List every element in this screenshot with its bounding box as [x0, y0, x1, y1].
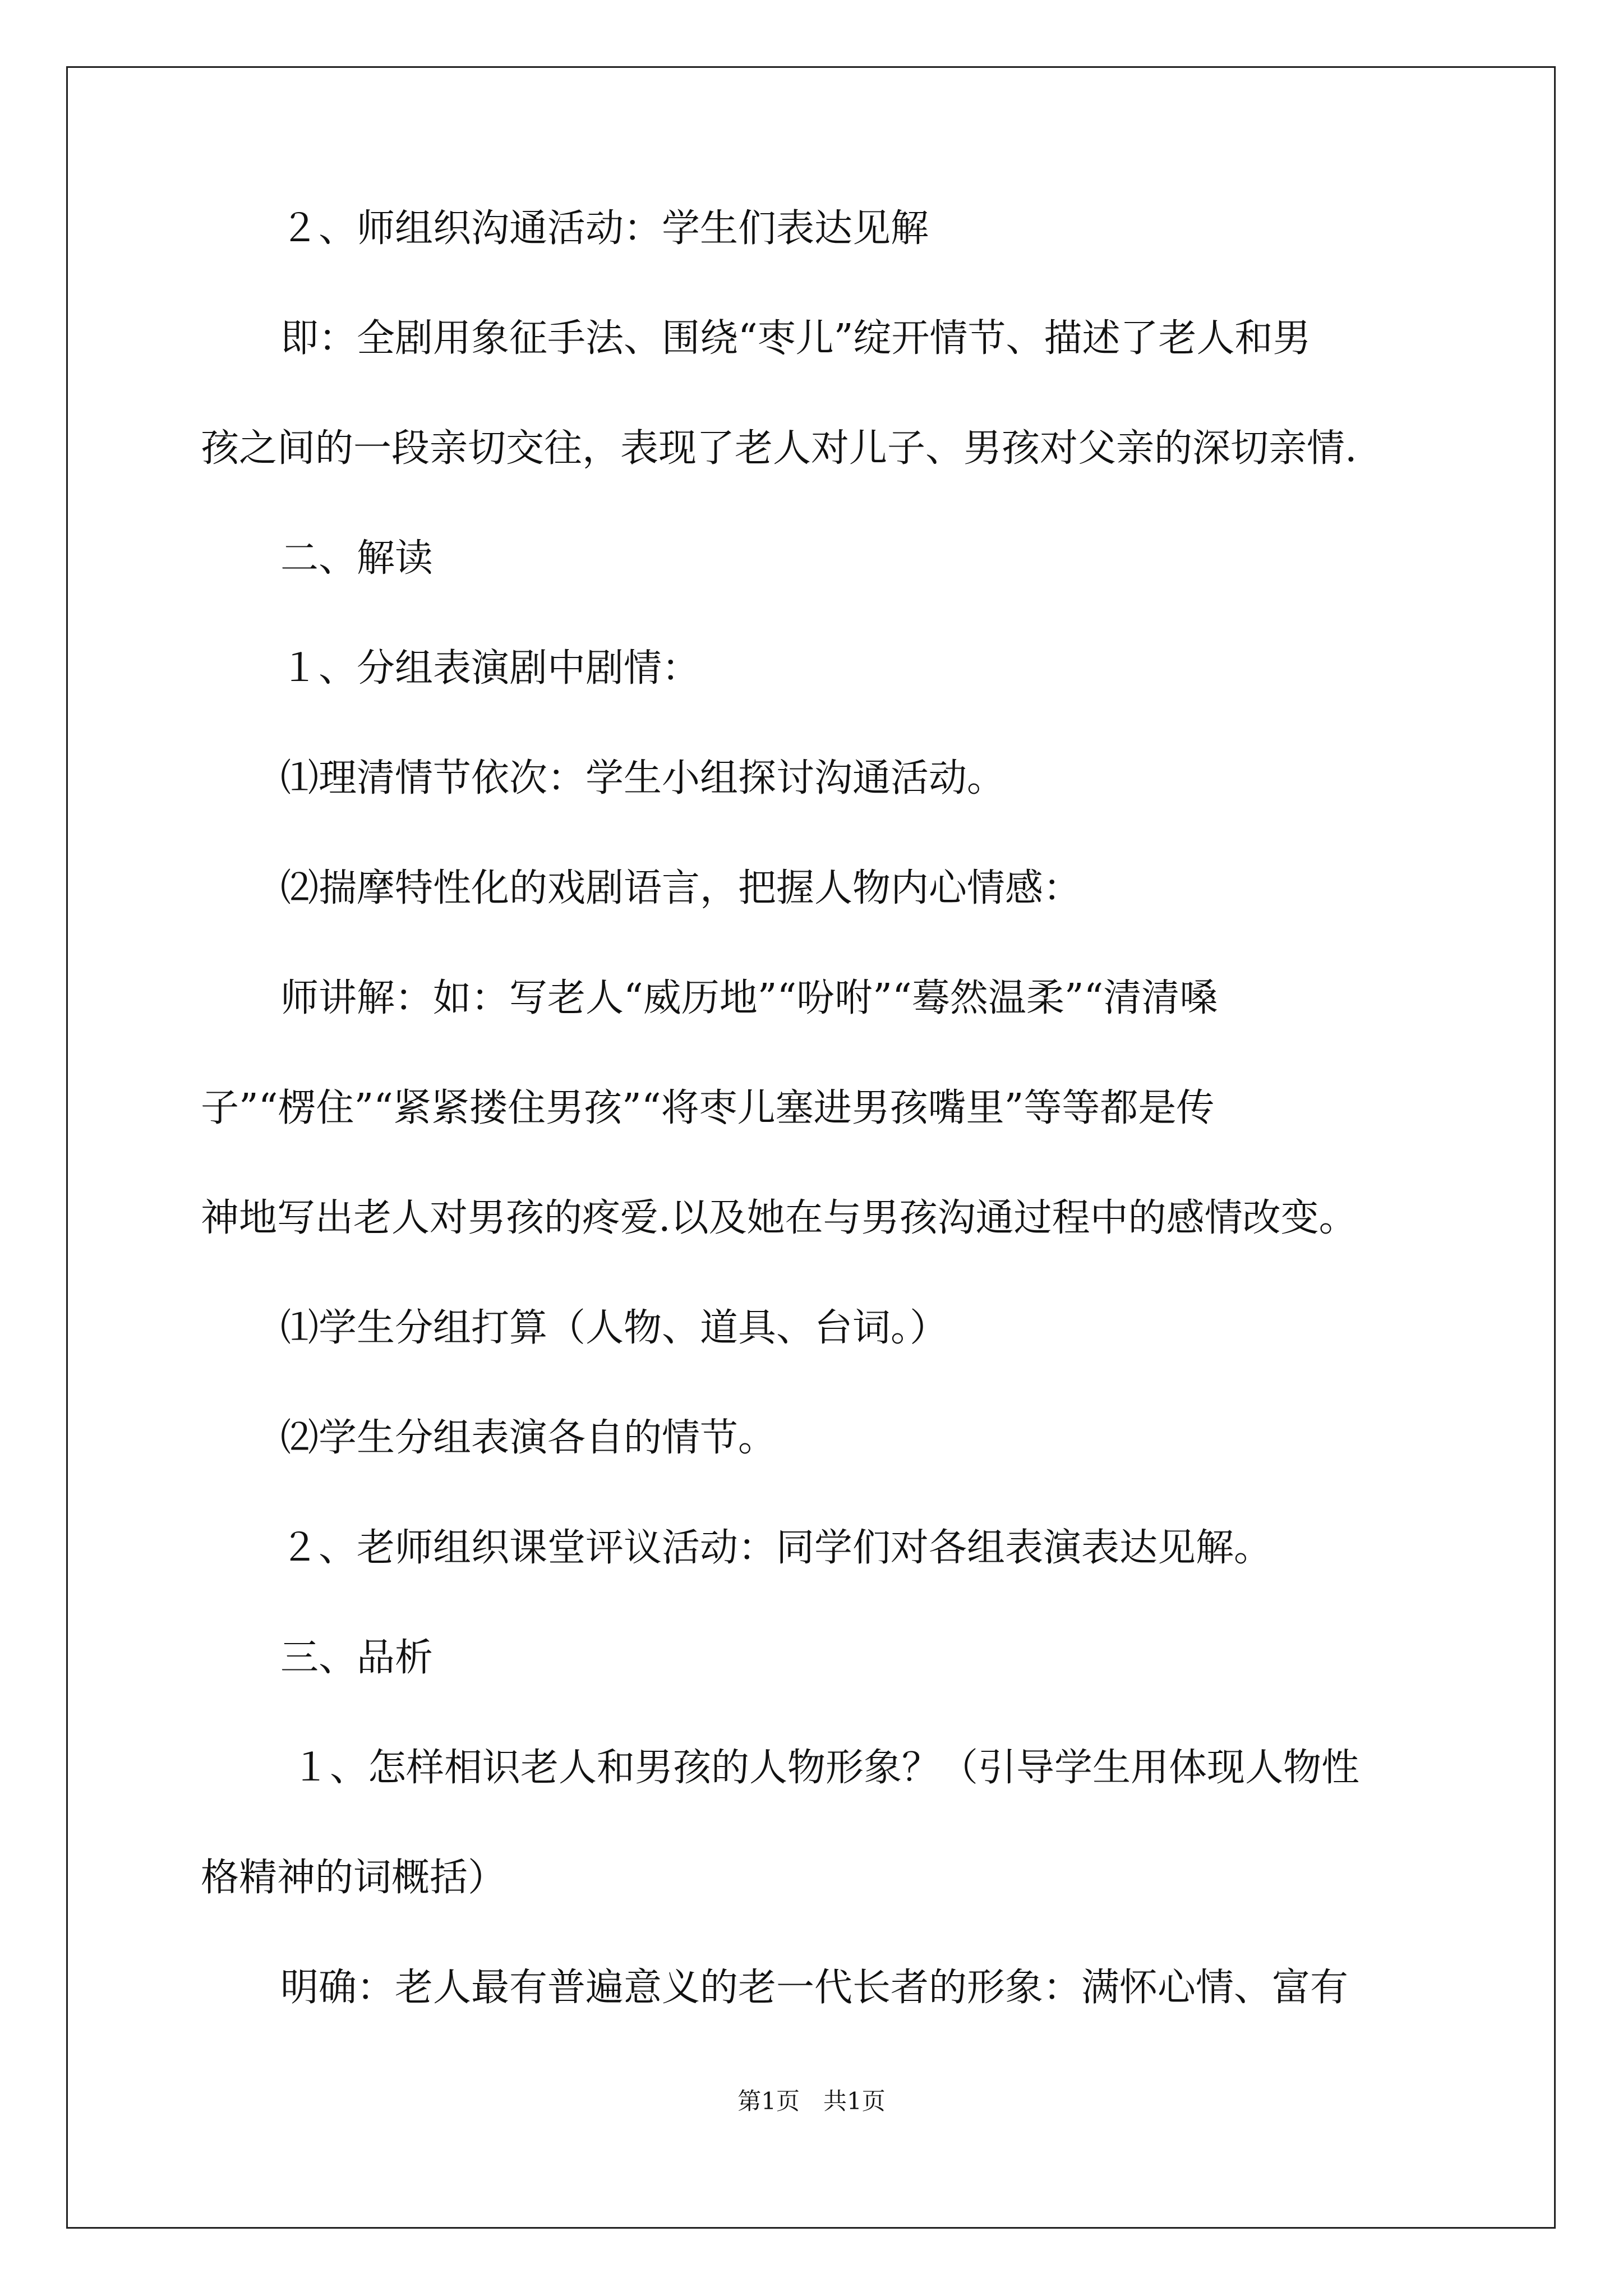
text-line-13: ２、老师组织课堂评议活动：同学们对各组表演表达见解。 — [280, 1526, 1272, 1570]
text-line-11: ⑴学生分组打算（人物、道具、台词。） — [280, 1306, 948, 1350]
text-line-9: 子”“楞住”“紧紧搂住男孩”“将枣儿塞进男孩嘴里”等等都是传 — [201, 1086, 1215, 1130]
page-footer: 第1页 共1页 — [737, 2087, 886, 2115]
page-border — [66, 66, 1556, 2229]
text-line-15: １、怎样相识老人和男孩的人物形象？（引导学生用体现人物性 — [292, 1746, 1360, 1790]
text-line-4: 二、解读 — [280, 536, 434, 581]
text-line-3: 孩之间的一段亲切交往，表现了老人对儿子、男孩对父亲的深切亲情. — [201, 426, 1357, 471]
text-line-12: ⑵学生分组表演各自的情节。 — [280, 1416, 777, 1460]
text-line-8: 师讲解：如：写老人“威历地”“吩咐”“蓦然温柔”“清清嗓 — [280, 976, 1218, 1020]
text-line-10: 神地写出老人对男孩的疼爱.以及她在与男孩沟通过程中的感情改变。 — [201, 1196, 1357, 1240]
text-line-6: ⑴理清情节依次：学生小组探讨沟通活动。 — [280, 756, 1006, 800]
text-line-14: 三、品析 — [280, 1636, 434, 1680]
text-line-5: １、分组表演剧中剧情： — [280, 646, 700, 691]
text-line-17: 明确：老人最有普遍意义的老一代长者的形象：满怀心情、富有 — [280, 1966, 1349, 2010]
text-line-7: ⑵揣摩特性化的戏剧语言，把握人物内心情感： — [280, 866, 1082, 910]
text-line-1: ２、师组织沟通活动：学生们表达见解 — [280, 206, 929, 251]
text-line-2: 即：全剧用象征手法、围绕“枣儿”绽开情节、描述了老人和男 — [280, 316, 1311, 361]
text-line-16: 格精神的词概括） — [201, 1856, 506, 1900]
